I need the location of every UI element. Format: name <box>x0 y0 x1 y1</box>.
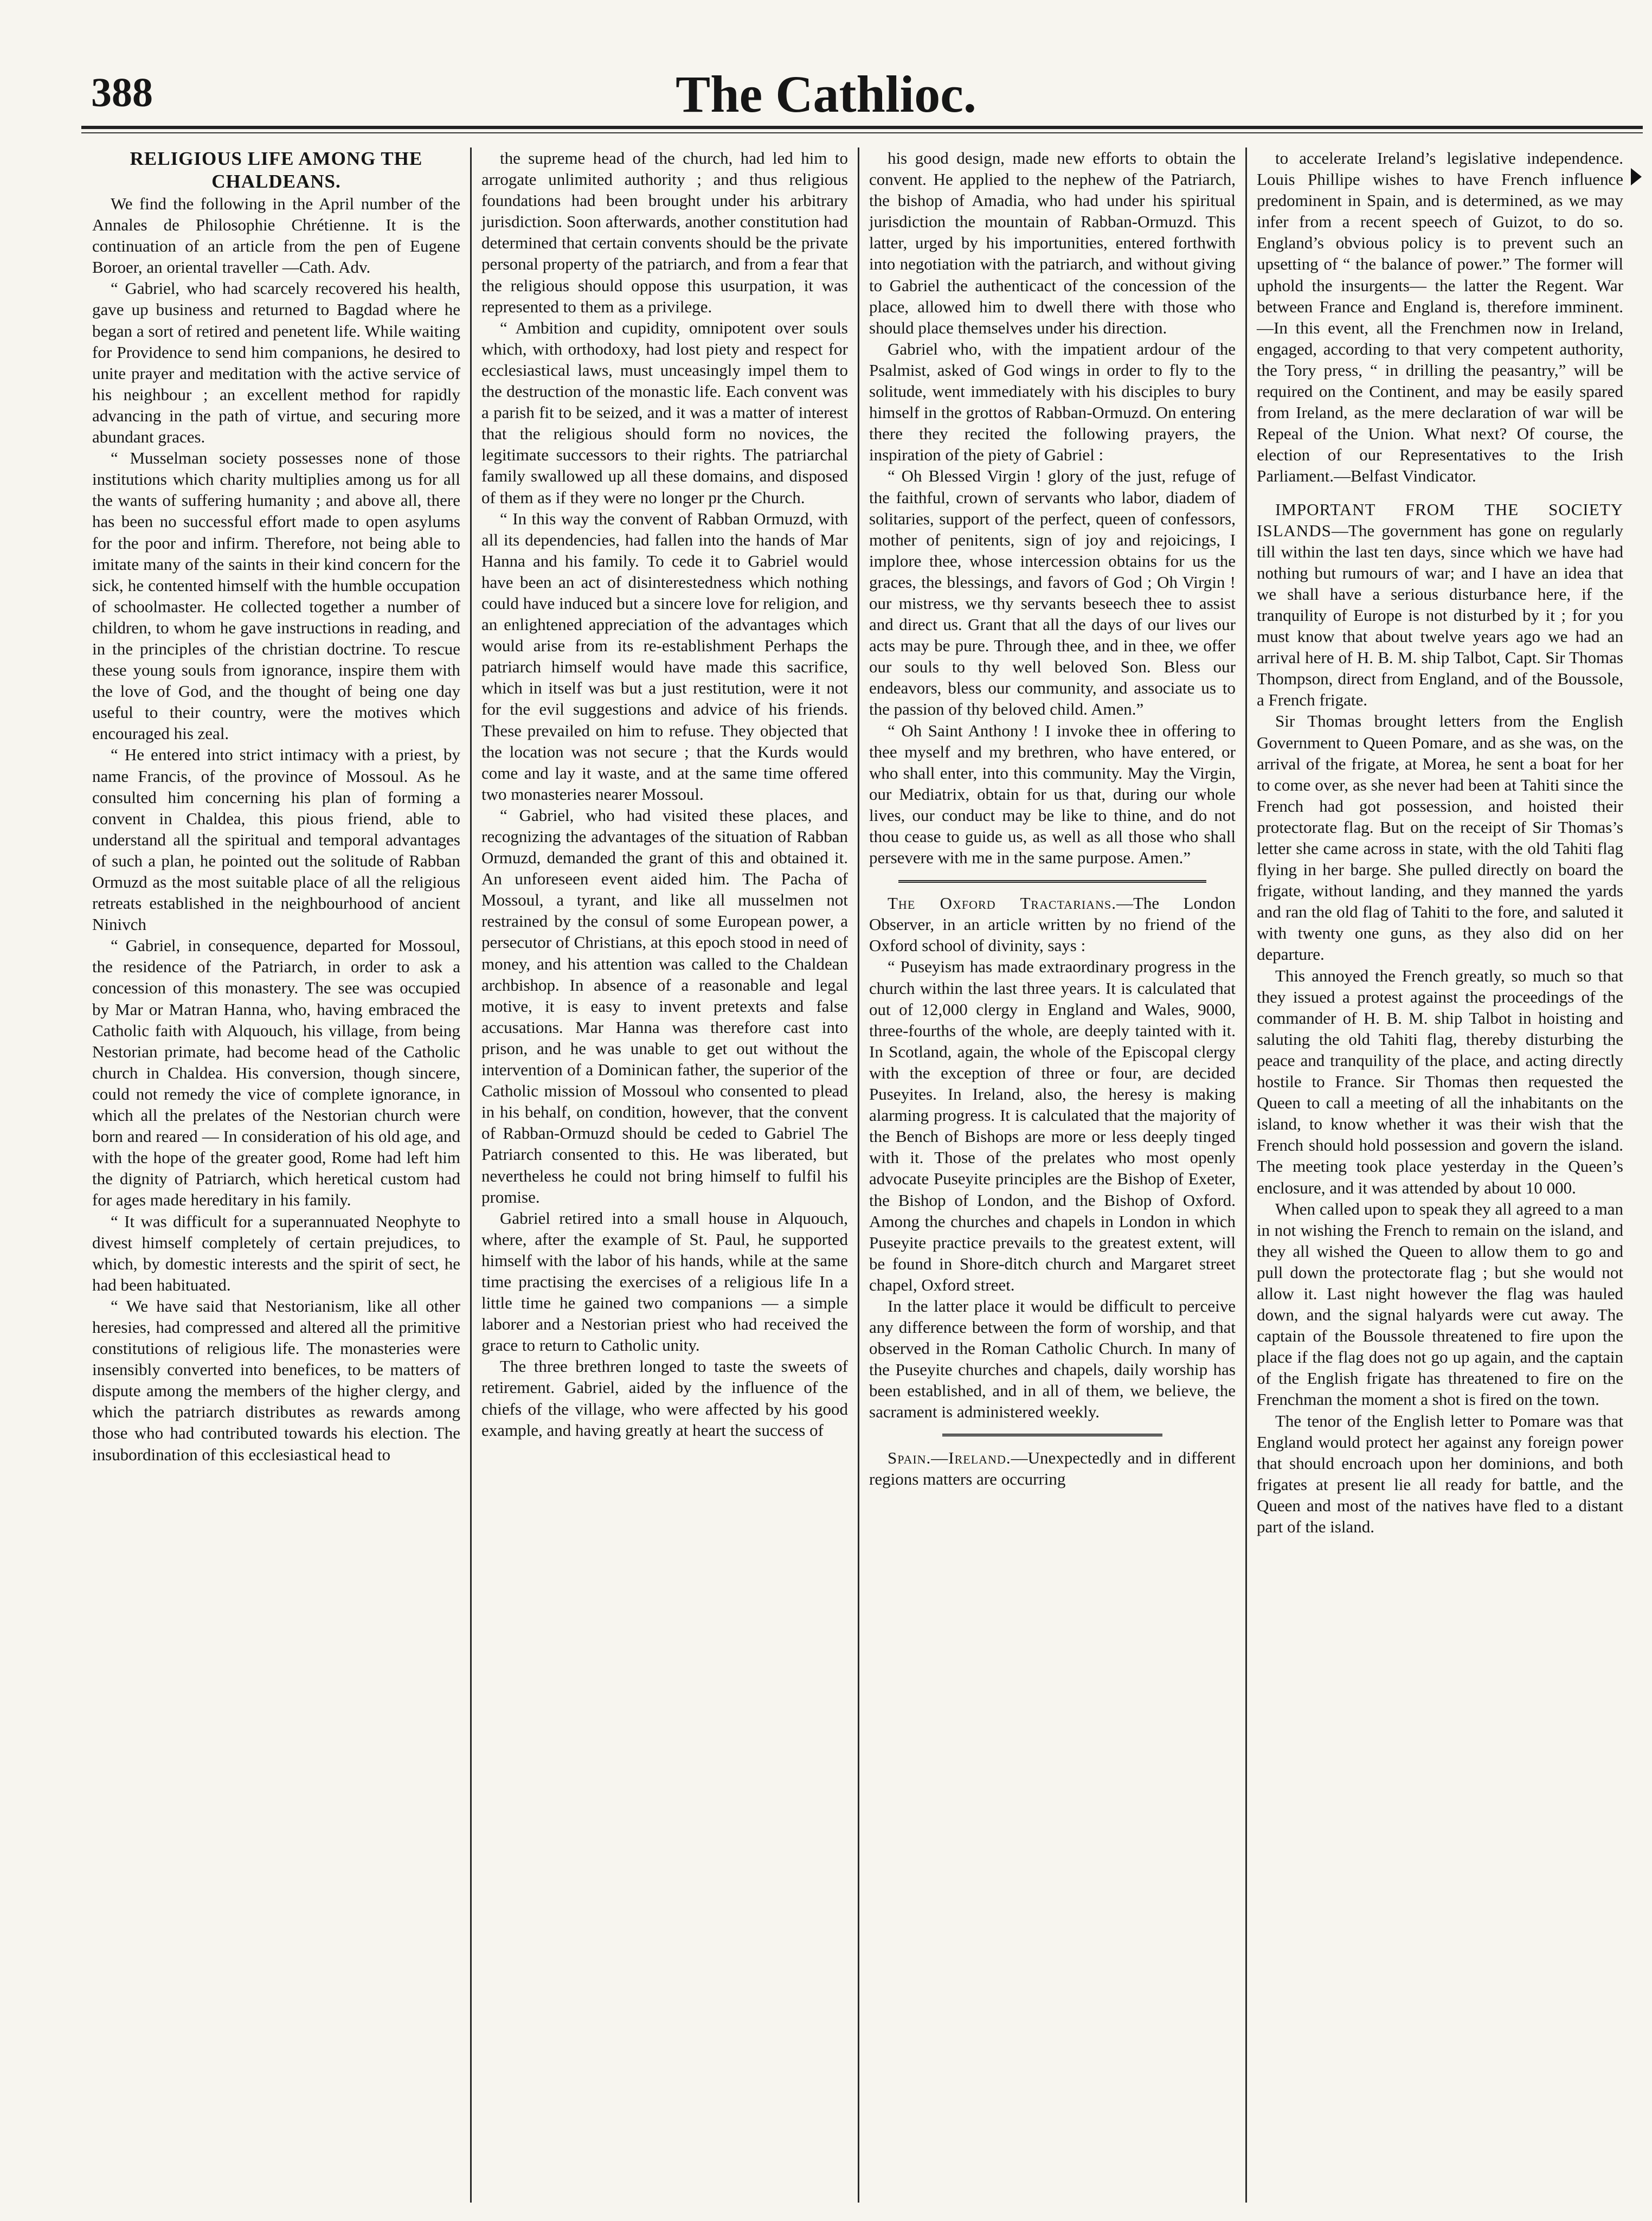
newspaper-columns <box>82 147 1633 2203</box>
paragraph-text: —The London Observer, in an article written by no friend of the Oxford school of divinity, says : <box>869 894 1236 955</box>
paragraph: “ Gabriel, who had scarcely recovered his health, gave up business and returned to Bagdad where he began a sort of retired and penetent life. While waiting for Providence to send him companions, he desired to unite prayer and meditation with the active service of his neighbour ; an excellent method for rapidly advancing in the path of virtue, and securing more abundant graces. <box>92 279 460 447</box>
paragraph: “ Gabriel, in consequence, departed for Mossoul, the residence of the Patriarch, in order to ask a concession of this monastery. The see was occupied by Mar or Matran Hanna, who, having embraced the Catholic faith with Alquouch, his village, from being Nestorian primate, had become head of the Catholic church in Chaldea. His conversion, though sincere, could not remedy the vice of complete ignorance, in which all the prelates of the Nestorian church were born and reared — In consideration of his old age, and with the hope of the greater good, Rome had left him the dignity of Patriarch, which heretical custom had for ages made hereditary in his family. <box>92 936 460 1210</box>
paragraph: We find the following in the April number of the Annales de Philosophie Chrétienne. It is the continuation of an article from the pen of Eugene Boroer, an oriental traveller —Cath. Adv. <box>92 194 460 277</box>
paragraph: Sir Thomas brought letters from the English Government to Queen Pomare, and as she was, on the arrival of the frigate, at Morea, he sent a boat for her to come over, as she never had been at Tahiti since the French had got possession, and hoisted their protectorate flag. But on the receipt of Sir Thomas’s letter she came across in state, with the old Tahiti flag flying in her barge. She pulled directly on board the frigate, without landing, and they manned the yards and ran the old flag of Tahiti to the fore, and saluted it with twenty one guns, as they also did on her departure. <box>1257 711 1623 964</box>
page-number: 388 <box>91 70 153 115</box>
paragraph: the supreme head of the church, had led him to arrogate unlimited authority ; and thus religious foundations had been brought under his arbitrary jurisdiction. Soon afterwards, another constitution had determined that certain convents should be the private personal property of the patriarch, and from a fear that the religious should oppose this usurpation, it was represented to them as a privilege. <box>481 149 848 316</box>
paragraph <box>869 1447 1236 1490</box>
article-separator <box>898 880 1206 883</box>
paragraph: “ He entered into strict intimacy with a priest, by name Francis, of the province of Mossoul. As he consulted him concerning his plan of forming a convent in Chaldea, this pious friend, able to understand all the spiritual and temporal advantages of such a plan, he pointed out the solitude of Rabban Ormuzd as the most suitable place of all the religious retreats established in the neighbourhood of ancient Ninivch <box>92 745 460 934</box>
paragraph: In the latter place it would be difficult to perceive any difference between the form of worship, and that observed in the Roman Catholic Church. In many of the Puseyite churches and chapels, daily worship has been established, and in all of them, we believe, the sacrament is administered weekly. <box>869 1296 1236 1422</box>
page-header <box>0 0 1652 136</box>
paragraph-text: —Unexpectedly and in different regions matters are occurring <box>869 1448 1236 1488</box>
column-1 <box>82 147 470 2203</box>
spacer <box>1257 487 1623 499</box>
paragraph: “ Oh Blessed Virgin ! glory of the just, refuge of the faithful, crown of servants who labor, diadem of solitaries, support of the perfect, queen of confessors, mother of penitents, sign of joy and rejoicings, I implore thee, whose intercession obtains for us the graces, the blessings, and favors of God ; Oh Virgin ! our mistress, we thy servants beseech thee to assist and direct us. Grant that all the days of our lives our acts may be pure. Through thee, and in thee, we offer our souls to thy well beloved Son. Bless our endeavors, bless our community, and associate us to the passion of thy beloved child. Amen.” <box>869 466 1236 719</box>
paragraph: “ Gabriel, who had visited these places, and recognizing the advantages of the situation of Rabban Ormuzd, demanded the grant of this and obtained it. An unforeseen event aided him. The Pacha of Mossoul, a tyrant, and like all musselmen not restrained by the consul of some European power, a persecutor of Christians, at this epoch stood in need of money, and his attention was called to the Chaldean archbishop. In absence of a reasonable and legal motive, it is easy to invent pretexts and false accusations. Mar Hanna was therefore cast into prison, and he was unable to get out without the intervention of a Dominican father, the superior of the Catholic mission of Mossoul who consented to plead in his behalf, on condition, however, that the convent of Rabban-Ormuzd should be ceded to Gabriel The Patriarch consented to this. He was liberated, but nevertheless he could not bring himself to fulfil his promise. <box>481 805 848 1206</box>
paragraph-text: —The government has gone on regularly till within the last ten days, since which we have had nothing but rumours of war; and I have an idea that we shall have a serious disturbance here, if the tranquility of Europe is not disturbed by it ; for you must know that about twelve years ago we had an arrival here of H. B. M. ship Talbot, Capt. Sir Thomas Thompson, direct from England, and of the Boussole, a French frigate. <box>1257 521 1623 710</box>
paragraph: “ In this way the convent of Rabban Ormuzd, with all its dependencies, had fallen into the hands of Mar Hanna and his family. To cede it to Gabriel would have been an act of disinterestedness which nothing could have induced but a sincere love for religion, and an enlightened appreciation of the advantages which would arise from its re-establishment Perhaps the patriarch himself would have made this sacrifice, which in itself was but a just restitution, were it not for the evil suggestions and advice of his friends. These prevailed on him to refuse. They objected that the location was not secure ; that the Kurds would come and lay it waste, and at the same time offered two monasteries nearer Mossoul. <box>481 509 848 804</box>
column-2 <box>470 147 858 2203</box>
paragraph: The tenor of the English letter to Pomare was that England would protect her against any foreign power that should encroach upon her dominions, and both frigates at present lie all ready for battle, and the Queen and most of the natives have fled to a distant part of the island. <box>1257 1411 1623 1536</box>
paragraph: The three brethren longed to taste the sweets of retirement. Gabriel, aided by the influence of the chiefs of the village, who were affected by his good example, and having greatly at heart the success of <box>481 1357 848 1440</box>
article-heading-spain: Spain.—Ireland. <box>888 1448 1011 1467</box>
paragraph: “ It was difficult for a superannuated Neophyte to divest himself completely of certain prejudices, to which, by domestic interests and the spirit of sect, he had been habituated. <box>92 1211 460 1294</box>
paragraph: his good design, made new efforts to obtain the convent. He applied to the nephew of the Patriarch, the bishop of Amadia, who had under his spiritual jurisdiction the mountain of Rabban-Ormuzd. This latter, urged by his importunities, entered forthwith into negotiation with the patriarch, and without giving to Gabriel the authenticact of the concession of the place, allowed him to dwell there with those who should place themselves under his direction. <box>869 149 1236 337</box>
paragraph: “ Musselman society possesses none of those institutions which charity multiplies among us for all the wants of suffering humanity ; and above all, there has been no successful effort made to open asylums for the poor and infirm. Therefore, not being able to imitate many of the saints in their kind concern for the sick, he contented himself with the humble occupation of schoolmaster. He collected together a number of children, to whom he gave instructions in reading, and in the principles of the christian doctrine. To rescue these young souls from ignorance, inspire them with the love of God, and the thought of being one day useful to their country, were the motives which encouraged his zeal. <box>92 448 460 743</box>
header-rule <box>81 126 1643 129</box>
article-heading-society-islands: IMPORTANT FROM THE SOCIETY ISLANDS <box>1257 499 1623 540</box>
paragraph: to accelerate Ireland’s legislative independence. Louis Phillipe wishes to have French influence predominent in Spain, and is determined, as we may infer from a recent speech of Guizot, to do so. England’s obvious policy is to prevent such an upsetting of “ the balance of power.” The former will uphold the insurgents— the latter the Regent. War between France and England is, therefore imminent.—In this event, all the Frenchmen now in Ireland, engaged, according to that very competent authority, the Tory press, “ in drilling the peasantry,” will be required on the Continent, and may be easily spared from Ireland, as the mere declaration of war will be Repeal of the Union. What next? Of course, the election of our Representatives to the Irish Parliament.—Belfast Vindicator. <box>1257 149 1623 486</box>
paragraph: Gabriel retired into a small house in Alquouch, where, after the example of St. Paul, he supported himself with the labor of his hands, while at the same time practising the exercises of a religious life In a little time he gained two companions — a simple laborer and a Nestorian priest who had received the grace to return to Catholic unity. <box>481 1208 848 1355</box>
paragraph: Gabriel who, with the impatient ardour of the Psalmist, asked of God wings in order to fly to the solitude, went immediately with his disciples to bury himself in the grottos of Rabban-Ormuzd. On entering there they recited the following prayers, the inspiration of the piety of Gabriel : <box>869 339 1236 465</box>
paragraph: “ Oh Saint Anthony ! I invoke thee in offering to thee myself and my brethren, who have entered, or who shall enter, into this community. May the Virgin, our Mediatrix, obtain for us that, during our whole lives, our conduct may be like to thine, and do not thou cease to guide us, as well as all those who shall persevere with me in the same purpose. Amen.” <box>869 721 1236 868</box>
header-rule-thin <box>81 132 1643 133</box>
article-separator <box>942 1434 1162 1436</box>
paragraph: “ Puseyism has made extraordinary progress in the church within the last three years. It is calculated that out of 12,000 clergy in England and Wales, 9000, three-fourths of the whole, are deeply tainted with it. In Scotland, again, the whole of the Episcopal clergy with the exception of three or four, are decided Puseyites. In Ireland, also, the heresy is making alarming progress. It is calculated that the majority of the Bench of Bishops are more or less deeply tinged with it. Those of the prelates who most openly advocate Puseyite principles are the Bishop of Exeter, the Bishop of London, and the Bishop of Oxford. Among the churches and chapels in London in which Puseyite practice prevails to the greatest extent, will be found in Shore-ditch church and Margaret street chapel, Oxford street. <box>869 957 1236 1294</box>
masthead-title: The Cathlioc. <box>676 65 976 123</box>
paragraph: “ We have said that Nestorianism, like all other heresies, had compressed and altered all the primitive constitutions of religious life. The monasteries were insensibly converted into benefices, to be matters of dispute among the members of the higher clergy, and which the patriarch distributes as rewards among those who had contributed towards his election. The insubordination of this ecclesiastical head to <box>92 1296 460 1464</box>
paragraph: This annoyed the French greatly, so much so that they issued a protest against the proceedings of the commander of H. B. M. ship Talbot in hoisting and saluting the old Tahiti flag, thereby disturbing the peace and tranquility of the place, and acting directly hostile to France. Sir Thomas then requested the Queen to call a meeting of all the inhabitants on the island, to know whether it was their wish that the French should hold possession and govern the island. The meeting took place yesterday in the Queen’s enclosure, and it was attended by about 10 000. <box>1257 966 1623 1197</box>
article-heading-chaldeans: RELIGIOUS LIFE AMONG THE CHALDEANS. <box>130 148 423 192</box>
paragraph: “ Ambition and cupidity, omnipotent over souls which, with orthodoxy, had lost piety and respect for ecclesiastical laws, must unceasingly impel them to the destruction of the monastic life. Each convent was a parish fit to be seized, and it was a matter of interest that the religious should form no novices, the legitimate successors to their rights. The patriarchal family swallowed up all these domains, and disposed of them as if they were no longer pr the Church. <box>481 318 848 507</box>
column-4 <box>1245 147 1633 2203</box>
paragraph: When called upon to speak they all agreed to a man in not wishing the French to remain on the island, and they all wished the Queen to allow them to go and pull down the protectorate flag ; but she would not allow it. Last night however the flag was hauled down, and the signal halyards were cut away. The captain of the Boussole threatened to fire upon the place if the flag does not go up again, and the captain of the English frigate has threatened to fire on the Frenchman the moment a shot is fired on the town. <box>1257 1199 1623 1409</box>
paragraph <box>869 893 1236 956</box>
article-heading-oxford: The Oxford Tractarians. <box>888 894 1116 913</box>
column-3 <box>858 147 1245 2203</box>
paragraph <box>1257 499 1623 711</box>
